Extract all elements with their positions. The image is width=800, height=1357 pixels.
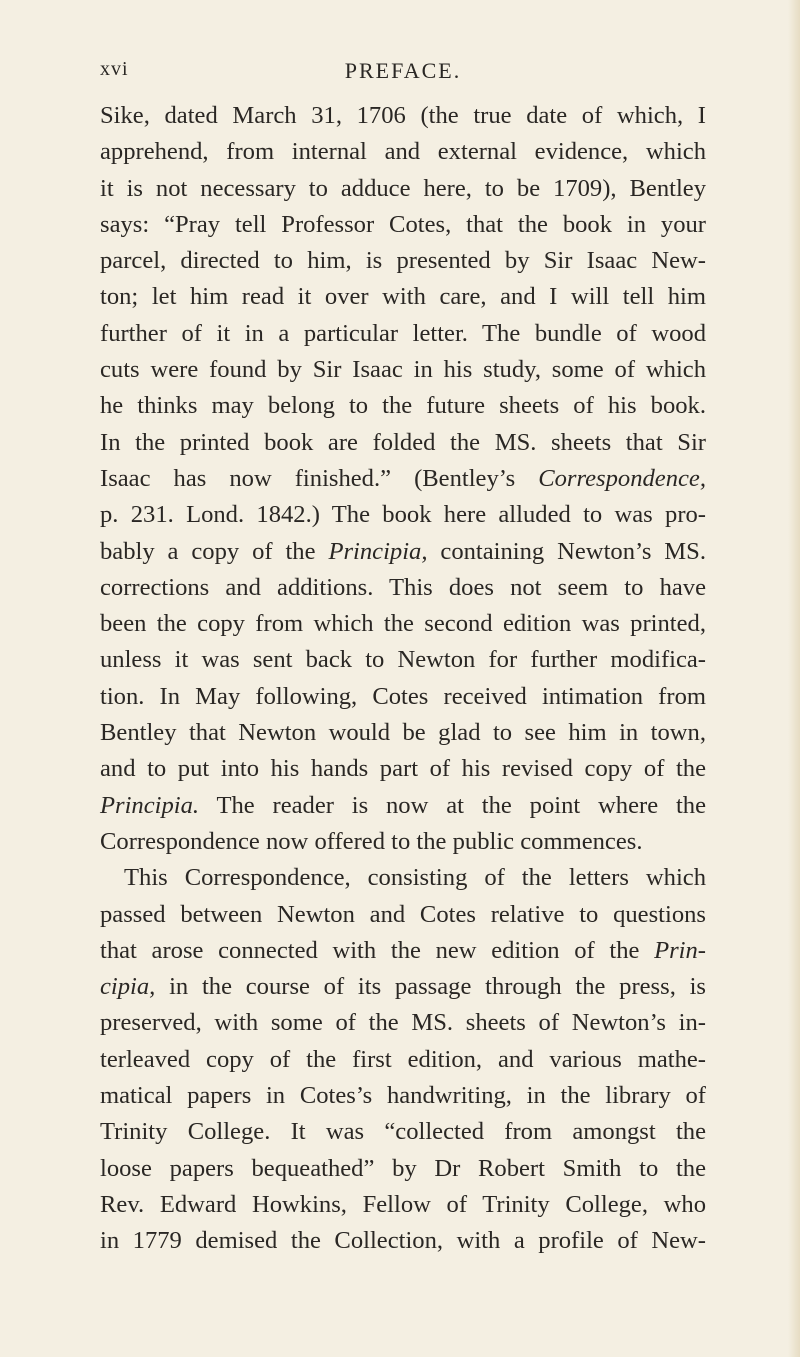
text-line: In the printed book are folded the MS. sheets that Sir [100, 428, 706, 456]
text-line: passed between Newton and Cotes relative to questions [100, 900, 706, 928]
text-line: matical papers in Cotes’s handwriting, in the library of [100, 1082, 706, 1110]
text-line: he thinks may belong to the future sheets of his book. [100, 392, 706, 420]
page-number: xvi [100, 58, 129, 80]
text-line: Sike, dated March 31, 1706 (the true date of which, I [100, 102, 706, 129]
running-title: PREFACE. [344, 58, 462, 83]
text-line: Trinity College. It was “collected from amongst the [100, 1118, 706, 1146]
text-line: Isaac has now finished.” (Bentley’s Correspondence, [100, 464, 706, 492]
text-line: This Correspondence, consisting of the letters which [124, 864, 706, 892]
text-line: further of it in a particular letter. The bundle of wood [100, 319, 706, 347]
text-line: cuts were found by Sir Isaac in his study, some of which [100, 356, 706, 384]
text-line: parcel, directed to him, is presented by Sir Isaac New- [100, 247, 706, 275]
text-line: Correspondence now offered to the public commences. [100, 827, 643, 855]
italic-title: cipia, [100, 973, 156, 1001]
text-line: unless it was sent back to Newton for further modifica- [100, 646, 706, 674]
text-line: ton; let him read it over with care, and I will tell him [100, 283, 706, 311]
italic-title: Prin- [654, 936, 706, 964]
italic-title: Principia. [100, 791, 200, 819]
text-line: p. 231. Lond. 1842.) The book here alluded to was pro- [100, 501, 706, 529]
text-line: Principia. The reader is now at the point where the [100, 791, 706, 819]
italic-title: Correspondence, [538, 464, 706, 492]
text-line: Rev. Edward Howkins, Fellow of Trinity College, who [100, 1190, 706, 1218]
text-line: bably a copy of the Principia, containing Newton’s MS. [100, 537, 706, 565]
italic-title: Principia, [328, 537, 428, 565]
text-line: terleaved copy of the first edition, and various mathe- [100, 1045, 706, 1073]
text-line: in 1779 demised the Collection, with a profile of New- [100, 1227, 706, 1255]
body-text [100, 98, 706, 1260]
text-line: and to put into his hands part of his revised copy of the [100, 755, 706, 783]
text-line: been the copy from which the second edition was printed, [100, 610, 706, 638]
text-line: it is not necessary to adduce here, to be 1709), Bentley [100, 174, 706, 202]
text-line: cipia, in the course of its passage through the press, is [100, 973, 706, 1001]
text-line: preserved, with some of the MS. sheets of Newton’s in- [100, 1009, 706, 1037]
text-line: says: “Pray tell Professor Cotes, that the book in your [100, 210, 706, 238]
text-line: tion. In May following, Cotes received intimation from [100, 682, 706, 710]
text-line: apprehend, from internal and external evidence, which [100, 138, 706, 166]
text-line: loose papers bequeathed” by Dr Robert Smith to the [100, 1154, 706, 1182]
text-line: Bentley that Newton would be glad to see him in town, [100, 719, 706, 747]
text-line: that arose connected with the new edition of the Prin- [100, 936, 706, 964]
page-edge-shadow [788, 0, 800, 1357]
text-line: corrections and additions. This does not seem to have [100, 573, 706, 601]
running-head [100, 58, 706, 88]
